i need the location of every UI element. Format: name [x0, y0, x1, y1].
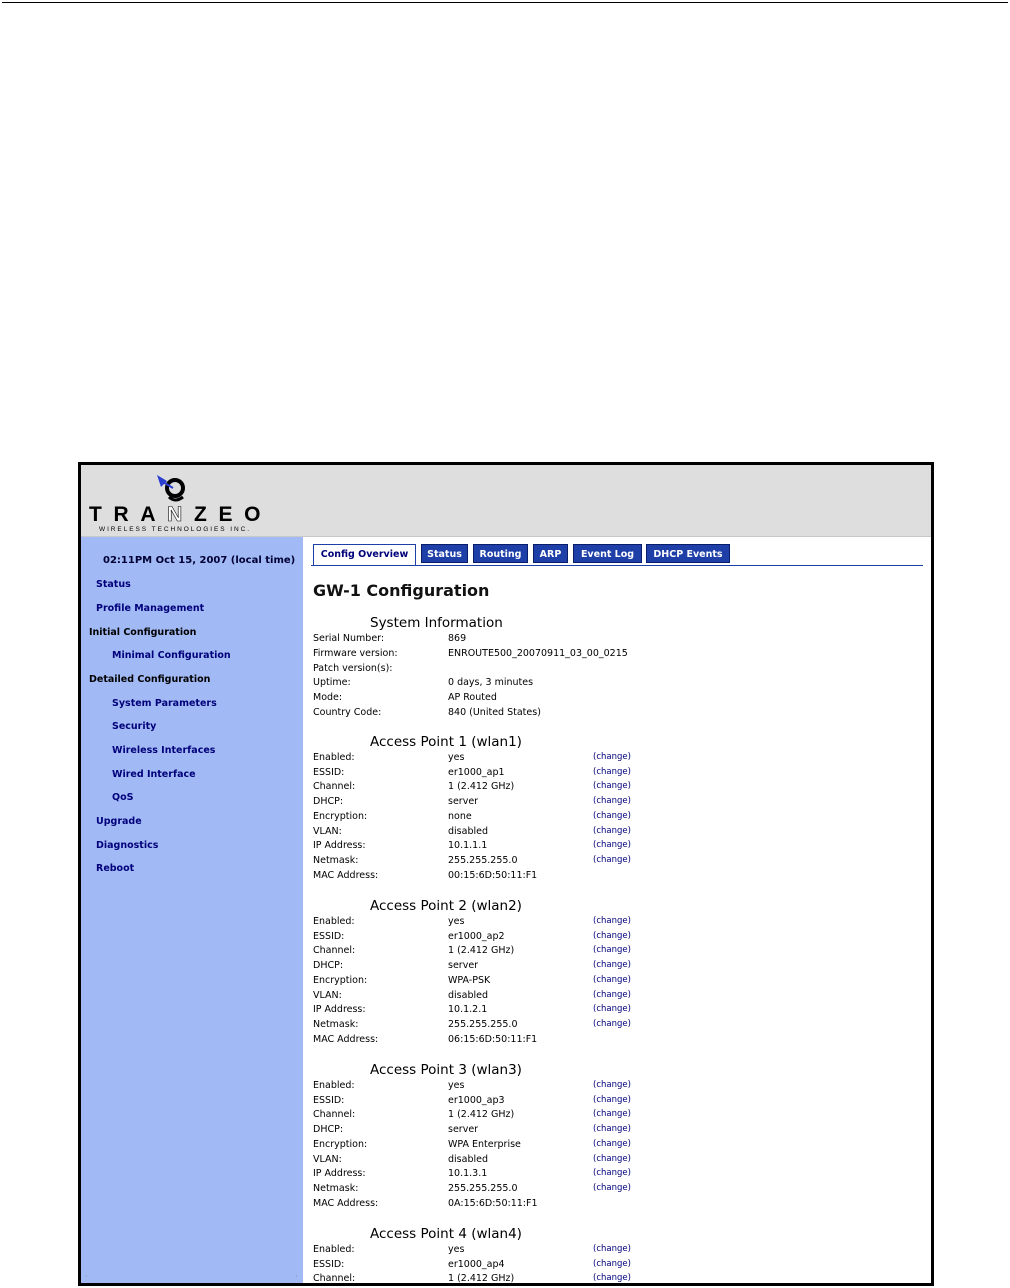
- sidebar-item-security[interactable]: Security: [112, 721, 157, 732]
- browser-screenshot-frame: [78, 462, 934, 1286]
- sidebar-item-status[interactable]: Status: [96, 579, 131, 590]
- sidebar-item-profile-management[interactable]: Profile Management: [96, 603, 205, 614]
- change-link[interactable]: (change): [593, 1004, 631, 1014]
- tranzeo-logo: [87, 471, 277, 533]
- ap-key: ESSID:: [313, 931, 345, 942]
- change-link[interactable]: (change): [593, 931, 631, 941]
- ap-key: Encryption:: [313, 811, 368, 822]
- ap-value: er1000_ap1: [448, 767, 505, 778]
- info-value: AP Routed: [448, 692, 497, 703]
- info-value: 869: [448, 633, 467, 644]
- ap-value: er1000_ap2: [448, 931, 505, 942]
- change-link[interactable]: (change): [593, 1273, 631, 1283]
- ap-value: yes: [448, 1244, 465, 1255]
- ap-value: 10.1.3.1: [448, 1168, 488, 1179]
- info-value: 840 (United States): [448, 707, 541, 718]
- ap-key: IP Address:: [313, 1004, 366, 1015]
- main-content: [303, 537, 931, 1286]
- ap-key: MAC Address:: [313, 1198, 379, 1209]
- change-link[interactable]: (change): [593, 1139, 631, 1149]
- ap-key: ESSID:: [313, 767, 345, 778]
- ap-key: Encryption:: [313, 1139, 368, 1150]
- sidebar-section-initial-configuration: Initial Configuration: [89, 627, 197, 638]
- ap-value: server: [448, 1124, 479, 1135]
- change-link[interactable]: (change): [593, 990, 631, 1000]
- ap-key: Netmask:: [313, 1019, 359, 1030]
- info-key: Uptime:: [313, 677, 351, 688]
- info-key: Patch version(s):: [313, 663, 393, 674]
- ap-key: MAC Address:: [313, 1034, 379, 1045]
- change-link[interactable]: (change): [593, 1183, 631, 1193]
- local-time: 02:11PM Oct 15, 2007 (local time): [103, 555, 296, 566]
- ap-key: Encryption:: [313, 975, 368, 986]
- change-link[interactable]: (change): [593, 1080, 631, 1090]
- info-key: Country Code:: [313, 707, 382, 718]
- tab-routing[interactable]: Routing: [473, 544, 528, 563]
- change-link[interactable]: (change): [593, 811, 631, 821]
- change-link[interactable]: (change): [593, 945, 631, 955]
- ap-value: 1 (2.412 GHz): [448, 1273, 515, 1284]
- change-link[interactable]: (change): [593, 1095, 631, 1105]
- info-key: Serial Number:: [313, 633, 385, 644]
- ap-key: Channel:: [313, 1273, 356, 1284]
- tab-status[interactable]: Status: [421, 544, 468, 563]
- ap-key: VLAN:: [313, 1154, 342, 1165]
- info-value: 0 days, 3 minutes: [448, 677, 534, 688]
- ap-key: Channel:: [313, 781, 356, 792]
- sidebar-nav: [81, 537, 303, 1286]
- change-link[interactable]: (change): [593, 796, 631, 806]
- ap-value: 10.1.2.1: [448, 1004, 488, 1015]
- tab-arp[interactable]: ARP: [533, 544, 568, 563]
- tab-dhcp-events[interactable]: DHCP Events: [646, 544, 730, 563]
- ap-value: server: [448, 796, 479, 807]
- header-bar: [81, 465, 931, 537]
- section-title-system-information: System Information: [370, 615, 503, 631]
- ap-value: disabled: [448, 990, 488, 1001]
- change-link[interactable]: (change): [593, 1259, 631, 1269]
- ap-value: 255.255.255.0: [448, 855, 518, 866]
- ap-key: VLAN:: [313, 990, 342, 1001]
- ap-key: ESSID:: [313, 1259, 345, 1270]
- change-link[interactable]: (change): [593, 781, 631, 791]
- tab-underline: [311, 565, 923, 566]
- ap-key: ESSID:: [313, 1095, 345, 1106]
- ap-key: Channel:: [313, 1109, 356, 1120]
- ap-value: 1 (2.412 GHz): [448, 945, 515, 956]
- ap-value: none: [448, 811, 472, 822]
- info-key: Firmware version:: [313, 648, 398, 659]
- ap-key: Enabled:: [313, 916, 355, 927]
- ap-value: er1000_ap4: [448, 1259, 505, 1270]
- ap-key: Enabled:: [313, 752, 355, 763]
- ap-value: 1 (2.412 GHz): [448, 1109, 515, 1120]
- sidebar-item-upgrade[interactable]: Upgrade: [96, 816, 142, 827]
- tab-config-overview[interactable]: Config Overview: [313, 544, 416, 566]
- sidebar-item-diagnostics[interactable]: Diagnostics: [96, 840, 159, 851]
- change-link[interactable]: (change): [593, 767, 631, 777]
- change-link[interactable]: (change): [593, 1109, 631, 1119]
- change-link[interactable]: (change): [593, 855, 631, 865]
- page-top-rule: [2, 2, 1008, 3]
- ap-value: 255.255.255.0: [448, 1019, 518, 1030]
- ap-value: 10.1.1.1: [448, 840, 488, 851]
- change-link[interactable]: (change): [593, 1019, 631, 1029]
- ap-value: yes: [448, 752, 465, 763]
- ap-key: DHCP:: [313, 960, 344, 971]
- change-link[interactable]: (change): [593, 840, 631, 850]
- ap-key: DHCP:: [313, 796, 344, 807]
- sidebar-item-reboot[interactable]: Reboot: [96, 863, 135, 874]
- ap-value: 255.255.255.0: [448, 1183, 518, 1194]
- ap-key: MAC Address:: [313, 870, 379, 881]
- ap-key: Netmask:: [313, 1183, 359, 1194]
- section-title-access-point-1: Access Point 1 (wlan1): [370, 734, 522, 750]
- ap-value: yes: [448, 916, 465, 927]
- ap-value: er1000_ap3: [448, 1095, 505, 1106]
- tab-event-log[interactable]: Event Log: [573, 544, 642, 563]
- change-link[interactable]: (change): [593, 1168, 631, 1178]
- sidebar-corner-mark: ·: [85, 1272, 88, 1281]
- ap-key: Netmask:: [313, 855, 359, 866]
- ap-value: 00:15:6D:50:11:F1: [448, 870, 538, 881]
- sidebar-corner-mark: ·: [295, 1272, 298, 1281]
- change-link[interactable]: (change): [593, 1154, 631, 1164]
- ap-key: DHCP:: [313, 1124, 344, 1135]
- change-link[interactable]: (change): [593, 752, 631, 762]
- page-title: GW-1 Configuration: [313, 581, 490, 600]
- ap-value: WPA-PSK: [448, 975, 491, 986]
- sidebar-item-wireless-interfaces[interactable]: Wireless Interfaces: [112, 745, 216, 756]
- change-link[interactable]: (change): [593, 1124, 631, 1134]
- sidebar-item-qos[interactable]: QoS: [112, 792, 134, 803]
- sidebar-item-minimal-configuration[interactable]: Minimal Configuration: [112, 650, 231, 661]
- sidebar-section-detailed-configuration: Detailed Configuration: [89, 674, 211, 685]
- svg-text:TRANZEO: TRA N ZEO: [89, 503, 261, 526]
- change-link[interactable]: (change): [593, 960, 631, 970]
- info-value: ENROUTE500_20070911_03_00_0215: [448, 648, 628, 659]
- ap-key: IP Address:: [313, 840, 366, 851]
- ap-value: 06:15:6D:50:11:F1: [448, 1034, 538, 1045]
- ap-value: yes: [448, 1080, 465, 1091]
- ap-key: VLAN:: [313, 826, 342, 837]
- ap-value: disabled: [448, 1154, 488, 1165]
- ap-key: Enabled:: [313, 1244, 355, 1255]
- info-key: Mode:: [313, 692, 343, 703]
- section-title-access-point-3: Access Point 3 (wlan3): [370, 1062, 522, 1078]
- ap-value: WPA Enterprise: [448, 1139, 521, 1150]
- ap-key: Enabled:: [313, 1080, 355, 1091]
- svg-text:WIRELESS TECHNOLOGIES INC.: WIRELESS TECHNOLOGIES INC.: [99, 526, 249, 533]
- ap-value: 1 (2.412 GHz): [448, 781, 515, 792]
- ap-value: 0A:15:6D:50:11:F1: [448, 1198, 538, 1209]
- ap-value: server: [448, 960, 479, 971]
- change-link[interactable]: (change): [593, 975, 631, 985]
- change-link[interactable]: (change): [593, 826, 631, 836]
- section-title-access-point-4: Access Point 4 (wlan4): [370, 1226, 522, 1242]
- change-link[interactable]: (change): [593, 1244, 631, 1254]
- ap-key: IP Address:: [313, 1168, 366, 1179]
- change-link[interactable]: (change): [593, 916, 631, 926]
- sidebar-item-system-parameters[interactable]: System Parameters: [112, 698, 217, 709]
- ap-value: disabled: [448, 826, 488, 837]
- ap-key: Channel:: [313, 945, 356, 956]
- sidebar-item-wired-interface[interactable]: Wired Interface: [112, 769, 196, 780]
- section-title-access-point-2: Access Point 2 (wlan2): [370, 898, 522, 914]
